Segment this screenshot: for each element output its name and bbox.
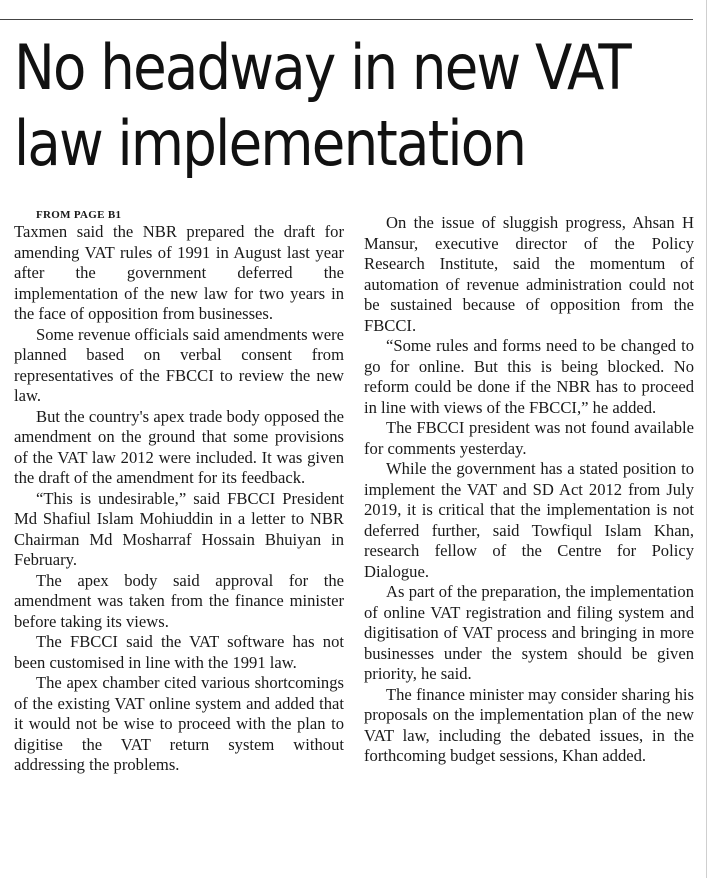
paragraph: Some revenue officials said amendments were planned based on verbal consent from representatives of the FBCCI to review the new law. — [14, 324, 344, 405]
right-column — [364, 213, 694, 767]
paragraph: While the government has a stated position to implement the VAT and SD Act 2012 from July 2019, it is critical that the implementation is not deferred further, said Towfiqul Islam Khan, research fellow of the Centre for Policy Dialogue. — [364, 459, 694, 581]
headline-line-1: No headway in new VAT — [14, 31, 630, 104]
paragraph: As part of the preparation, the implementation of online VAT registration and filing system and digitisation of VAT process and bringing in more businesses under the system should be given priority, he said. — [364, 582, 694, 683]
top-rule — [0, 19, 693, 20]
paragraph: But the country's apex trade body opposed the amendment on the ground that some provisions of the VAT law 2012 were included. It was given the draft of the amendment for its feedback. — [14, 406, 344, 487]
page-edge-rule — [706, 0, 707, 878]
paragraph: The FBCCI said the VAT software has not been customised in line with the 1991 law. — [14, 632, 344, 672]
paragraph: Taxmen said the NBR prepared the draft for amending VAT rules of 1991 in August last year after the government deferred the implementation of the new law for two years in the face of opposition from businesses. — [14, 222, 344, 323]
headline — [14, 30, 630, 182]
kicker: FROM PAGE B1 — [36, 209, 122, 221]
paragraph: The apex chamber cited various shortcomings of the existing VAT online system and added that it would not be wise to proceed with the plan to digitise the VAT return system without addressing the problems. — [14, 673, 344, 774]
paragraph: The FBCCI president was not found available for comments yesterday. — [364, 418, 694, 458]
headline-line-2: law implementation — [14, 107, 526, 180]
paragraph: On the issue of sluggish progress, Ahsan H Mansur, executive director of the Policy Research Institute, said the momentum of automation of revenue administration could not be sustained because of opposition from the FBCCI. — [364, 213, 694, 335]
paragraph: The apex body said approval for the amendment was taken from the finance minister before taking its views. — [14, 570, 344, 631]
paragraph: “This is undesirable,” said FBCCI President Md Shafiul Islam Mohiuddin in a letter to NBR Chairman Md Mosharraf Hossain Bhuiyan in February. — [14, 488, 344, 569]
left-column — [14, 208, 344, 776]
paragraph: “Some rules and forms need to be changed to go for online. But this is being blocked. No reform could be done if the NBR has to proceed in line with views of the FBCCI,” he added. — [364, 336, 694, 417]
paragraph: The finance minister may consider sharing his proposals on the implementation plan of the new VAT law, including the debated issues, in the forthcoming budget sessions, Khan added. — [364, 684, 694, 765]
